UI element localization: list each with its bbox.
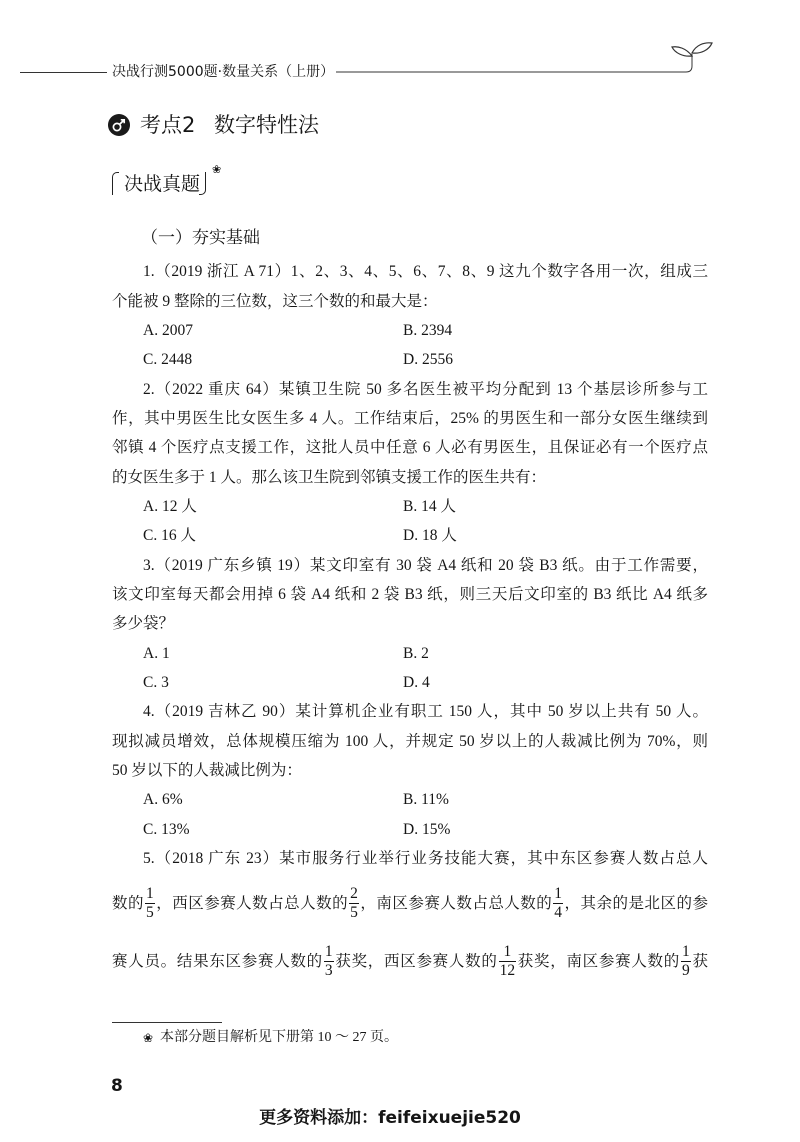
question-3-option-b: B. 2 (403, 644, 429, 662)
section-label: 考点2 (140, 113, 196, 137)
question-5-line-2 (112, 874, 708, 934)
question-5-line-2-text-1: 数的 (112, 894, 144, 912)
question-5-line-2-text-4: ，其余的是北区的参 (564, 894, 708, 912)
question-3-options-row-2 (112, 668, 708, 697)
question-4-options-row-1 (112, 785, 708, 814)
question-5-line-2-text-2: ，西区参赛人数占总人数的 (155, 894, 349, 912)
question-2-options-row-1 (112, 492, 708, 521)
question-5-line-3-text-1: 赛人员。结果东区参赛人数的 (112, 952, 323, 970)
fraction-denominator: 5 (350, 904, 358, 922)
question-2-line-2: 作，其中男医生比女医生多 4 人。工作结束后，25% 的男医生和一部分女医生继续到 (112, 410, 708, 428)
question-5-line-2-text-3: ，南区参赛人数占总人数的 (359, 894, 553, 912)
question-3-option-a: A. 1 (143, 644, 170, 662)
question-5-line-3 (112, 934, 708, 990)
question-5-line-1: 5.（2018 广东 23）某市服务行业举行业务技能大赛，其中东区参赛人数占总人 (143, 850, 708, 868)
footnote-reference-mark: ❀ (212, 163, 222, 176)
corner-bracket-left (112, 172, 119, 195)
page-number: 8 (111, 1076, 123, 1096)
question-4-option-a: A. 6% (143, 791, 183, 809)
fraction (499, 943, 517, 980)
fraction-denominator: 12 (499, 962, 516, 980)
question-5-line-3-text-3: 获奖，南区参赛人数的 (517, 952, 680, 970)
header-rule-left (20, 72, 107, 73)
fraction (324, 943, 334, 980)
question-1-option-a: A. 2007 (143, 321, 193, 339)
fraction-denominator: 5 (145, 904, 154, 922)
part-title: （一）夯实基础 (141, 228, 260, 248)
question-1-line-1: 1.（2019 浙江 A 71）1、2、3、4、5、6、7、8、9 这九个数字各用一次，组成三 (143, 263, 708, 281)
fraction-denominator: 3 (324, 962, 333, 980)
sprout-icon (336, 38, 716, 78)
question-2-option-c: C. 16 人 (143, 527, 196, 545)
question-1-option-d: D. 2556 (403, 351, 453, 369)
fraction-denominator: 4 (554, 904, 563, 922)
fraction (681, 943, 691, 980)
question-2-option-a: A. 12 人 (143, 498, 197, 516)
question-2-option-d: D. 18 人 (403, 527, 457, 545)
question-2-line-4: 的女医生多于 1 人。那么该卫生院到邻镇支援工作的医生共有： (112, 468, 547, 486)
question-3-option-c: C. 3 (143, 674, 169, 692)
fraction-numerator: 1 (145, 885, 154, 903)
question-3-options-row-1 (112, 639, 708, 668)
fraction-numerator: 1 (499, 943, 517, 962)
question-1-option-b: B. 2394 (403, 321, 453, 339)
question-2-line-1: 2.（2022 重庆 64）某镇卫生院 50 多名医生被平均分配到 13 个基层诊所参与工 (143, 380, 708, 398)
question-3-line-2: 该文印室每天都会用掉 6 袋 A4 纸和 2 袋 B3 纸，则三天后文印室的 B3 纸比 A4 纸多 (112, 586, 708, 604)
question-4-line-1: 4.（2019 吉林乙 90）某计算机企业有职工 150 人，其中 50 岁以上共有 50 人。 (143, 703, 708, 721)
question-5-line-3-text-2: 获奖，西区参赛人数的 (334, 952, 498, 970)
fraction (349, 885, 359, 922)
question-2-option-b: B. 14 人 (403, 498, 456, 516)
question-1-option-c: C. 2448 (143, 351, 193, 369)
fraction (145, 885, 155, 922)
corner-bracket-right (199, 172, 206, 195)
question-4-line-2: 现拟减员增效，总体规模压缩为 100 人，并规定 50 岁以上的人裁减比例为 70%，则 (112, 732, 708, 750)
footnote-text: 本部分题目解析见下册第 10 ～ 27 页。 (160, 1030, 398, 1045)
footnote-rule (112, 1022, 222, 1023)
fraction-numerator: 2 (350, 885, 358, 903)
question-3-option-d: D. 4 (403, 674, 430, 692)
fraction-denominator: 9 (682, 962, 690, 980)
question-list (112, 257, 708, 989)
fraction-numerator: 1 (554, 885, 563, 903)
fraction (553, 885, 563, 922)
question-5-line-3-text-4: 获 (691, 952, 708, 970)
question-4-option-b: B. 11% (403, 791, 449, 809)
question-1-line-2: 个能被 9 整除的三位数，这三个数的和最大是： (112, 292, 438, 310)
subsection-title: 决战真题 (124, 173, 201, 195)
section-title: 数字特性法 (214, 113, 319, 137)
question-4-option-c: C. 13% (143, 820, 190, 838)
section-badge-icon (107, 113, 131, 137)
question-3-line-3: 多少袋？ (112, 615, 175, 633)
question-4-options-row-2 (112, 815, 708, 844)
question-4-line-3: 50 岁以下的人裁减比例为： (112, 762, 302, 780)
fraction-numerator: 1 (324, 943, 333, 961)
question-1-options-row-2 (112, 345, 708, 374)
running-header-title: 决战行测5000题·数量关系（上册） (112, 64, 335, 80)
question-2-options-row-2 (112, 521, 708, 550)
fraction-numerator: 1 (682, 943, 690, 961)
question-1-options-row-1 (112, 316, 708, 345)
footer-note: 更多资料添加：feifeixuejie520 (259, 1108, 521, 1128)
question-2-line-3: 邻镇 4 个医疗点支援工作，这批人员中任意 6 人必有男医生，且保证必有一个医疗点 (112, 439, 708, 457)
question-4-option-d: D. 15% (403, 820, 451, 838)
footnote-mark: ❀ (143, 1031, 154, 1045)
question-3-line-1: 3.（2019 广东乡镇 19）某文印室有 30 袋 A4 纸和 20 袋 B3 纸。由于工作需要， (143, 556, 708, 574)
